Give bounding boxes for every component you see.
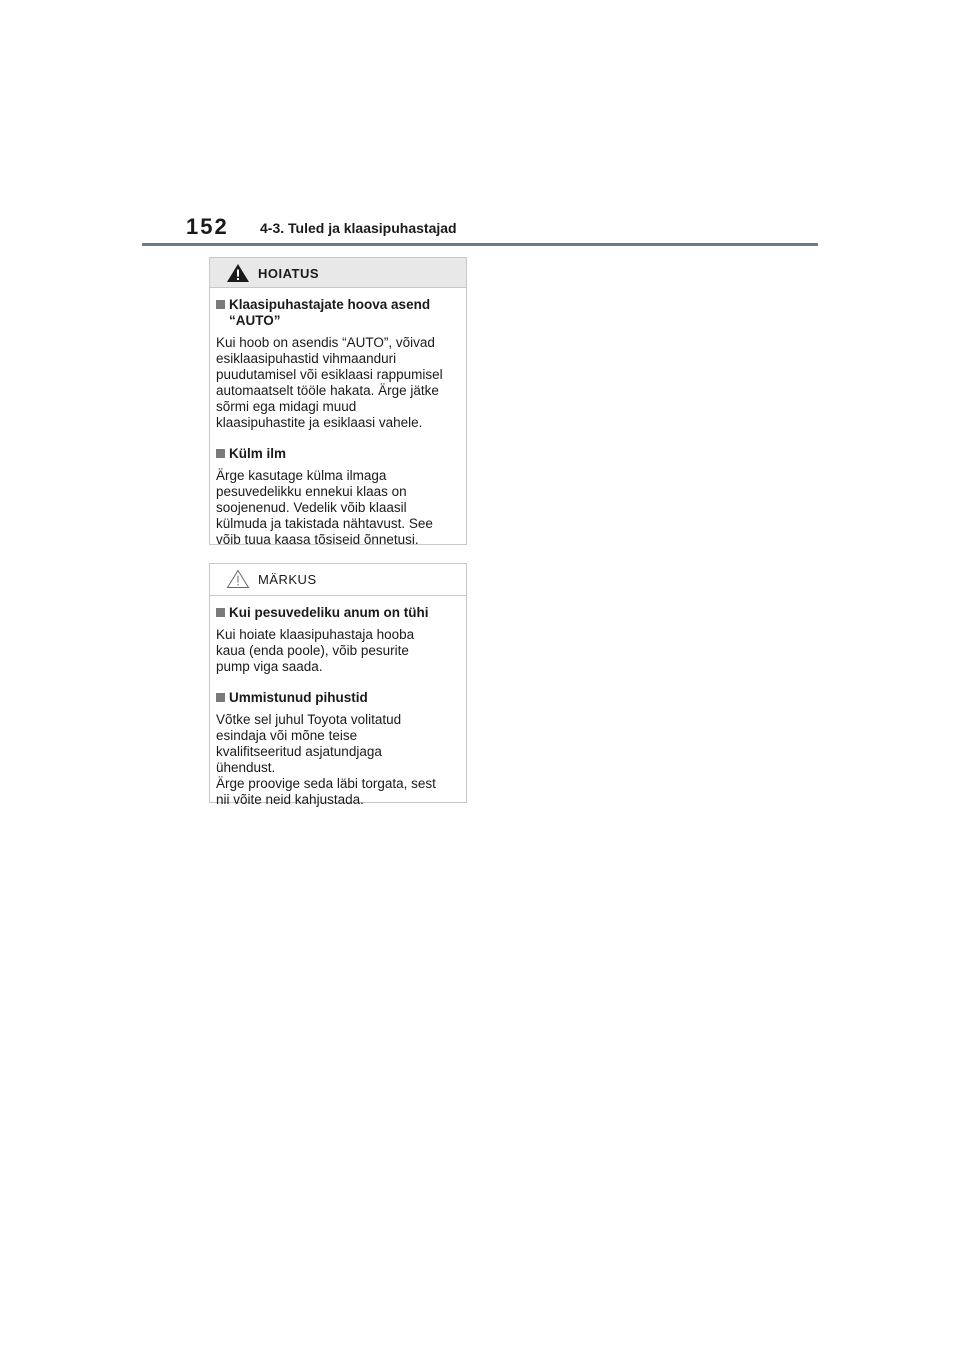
warning-section-heading (216, 446, 460, 462)
warning-box-header (210, 258, 466, 288)
warning-heading-text: Klaasipuhastajate hoova asend “AUTO” (229, 297, 431, 328)
warning-box (209, 257, 467, 545)
square-bullet-icon (216, 608, 225, 617)
notice-label: MÄRKUS (258, 572, 317, 587)
warning-triangle-filled-icon (226, 263, 250, 283)
square-bullet-icon (216, 693, 225, 702)
square-bullet-icon (216, 449, 225, 458)
notice-heading-text: Kui pesuvedeliku anum on tühi (229, 605, 429, 620)
notice-paragraph: Võtke sel juhul Toyota volitatud esindaja või mõne teise kvalifitseeritud asjatundjaga ühendust. Ärge proovige seda läbi torgata, sest nii võite neid kahjustada. (216, 712, 436, 807)
header-divider (142, 243, 818, 246)
warning-triangle-outline-icon (226, 569, 250, 589)
warning-paragraph: Kui hoob on asendis “AUTO”, võivad esiklaasipuhastid vihmaanduri puudutamisel või esiklaasi rappumisel automaatselt tööle hakata. Ärge jätke sõrmi ega midagi muud klaasipuhastite ja esiklaasi vahele. (216, 335, 443, 430)
page-header (0, 0, 960, 250)
notice-paragraph: Kui hoiate klaasipuhastaja hooba kaua (enda poole), võib pesurite pump viga saada. (216, 627, 415, 674)
notice-section-heading (216, 690, 460, 706)
page-number: 152 (186, 214, 229, 239)
warning-label: HOIATUS (258, 266, 320, 281)
notice-heading-text: Ummistunud pihustid (229, 690, 368, 705)
notice-box-header (210, 564, 466, 596)
warning-paragraph: Ärge kasutage külma ilmaga pesuvedelikku ennekui klaas on soojenenud. Vedelik võib klaasil külmuda ja takistada nähtavust. See võib tuua kaasa tõsiseid õnnetusi. (216, 468, 433, 547)
warning-heading-text: Külm ilm (229, 446, 287, 461)
section-title: 4-3. Tuled ja klaasipuhastajad (260, 220, 457, 236)
notice-section-heading (216, 605, 460, 621)
notice-box (209, 563, 467, 807)
square-bullet-icon (216, 300, 225, 309)
warning-section-heading (216, 297, 460, 329)
